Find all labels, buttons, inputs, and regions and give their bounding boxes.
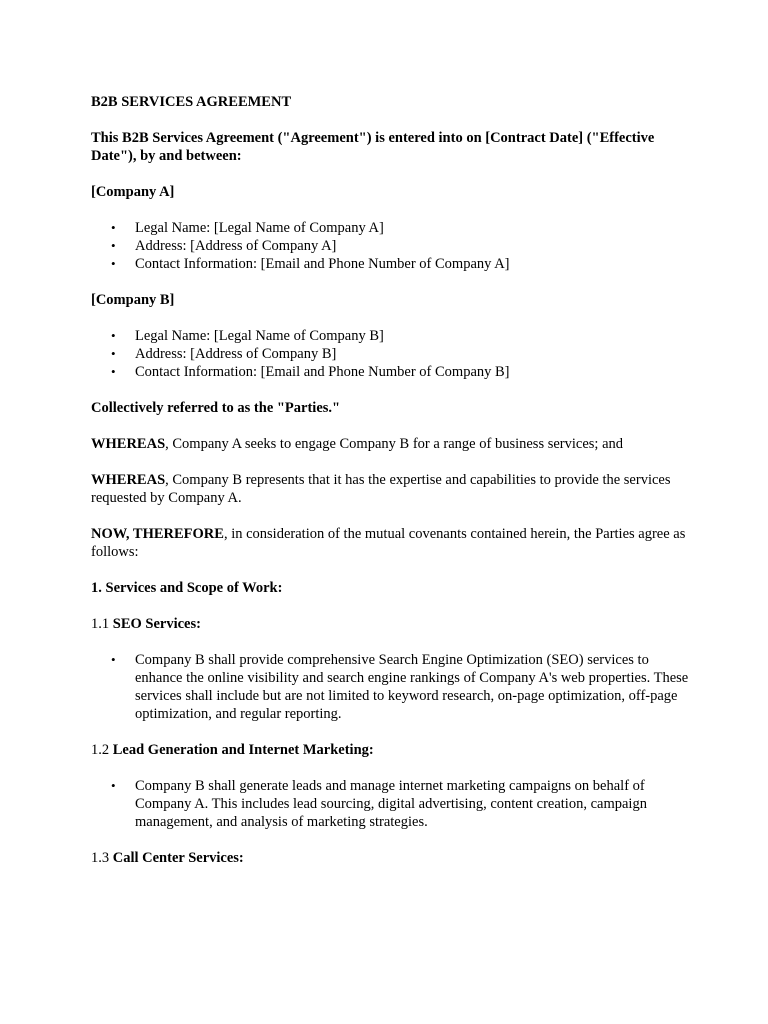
intro-paragraph: This B2B Services Agreement ("Agreement") is entered into on [Contract Date] ("Effective Date"), by and between:: [91, 130, 655, 164]
section-1-2-list: [91, 777, 691, 831]
list-item-text: Contact Information: [Email and Phone Number of Company A]: [135, 256, 510, 272]
company-a-heading: [Company A]: [91, 184, 175, 200]
whereas-text: , Company A seeks to engage Company B for a range of business services; and: [165, 436, 624, 452]
section-1-1-list: [91, 651, 691, 723]
section-number: 1.1: [91, 616, 113, 632]
list-item: [91, 237, 691, 255]
list-item: [91, 255, 691, 273]
whereas-lead: WHEREAS: [91, 472, 166, 488]
list-item-text: Legal Name: [Legal Name of Company A]: [135, 220, 384, 236]
list-item-text: Address: [Address of Company A]: [135, 238, 337, 254]
bullet-icon: •: [111, 364, 116, 379]
section-1-3-heading: [91, 849, 691, 867]
list-item-text: Legal Name: [Legal Name of Company B]: [135, 328, 384, 344]
whereas-lead: WHEREAS: [91, 436, 166, 452]
section-1-2-heading: [91, 741, 691, 759]
list-item: [91, 345, 691, 363]
list-item: [91, 651, 691, 723]
section-number: 1.3: [91, 850, 113, 866]
bullet-icon: •: [111, 238, 116, 253]
list-item-text: Company B shall generate leads and manage internet marketing campaigns on behalf of Company A. This includes lead sourcing, digital advertising, content creation, campaign management, and analysis of marketing strategies.: [135, 778, 647, 830]
bullet-icon: •: [111, 328, 116, 343]
company-b-list: [91, 327, 691, 381]
section-title: Lead Generation and Internet Marketing:: [112, 742, 374, 758]
collectively-statement: Collectively referred to as the "Parties.": [91, 400, 341, 416]
section-title: Call Center Services:: [112, 850, 244, 866]
whereas-paragraph-2: [91, 471, 691, 507]
section-number: 1.2: [91, 742, 113, 758]
list-item-text: Address: [Address of Company B]: [135, 346, 337, 362]
bullet-icon: •: [111, 256, 116, 271]
whereas-text: , Company B represents that it has the expertise and capabilities to provide the services requested by Company A.: [91, 472, 671, 506]
section-title: SEO Services:: [112, 616, 201, 632]
list-item-text: Company B shall provide comprehensive Search Engine Optimization (SEO) services to enhance the online visibility and search engine rankings of Company A's web properties. These services shall include but are not limited to keyword research, on-page optimization, off-page optimization, and regular reporting.: [135, 652, 689, 722]
document-page: [91, 93, 691, 885]
now-therefore-paragraph: [91, 525, 691, 561]
bullet-icon: •: [111, 346, 116, 361]
bullet-icon: •: [111, 652, 116, 667]
list-item: [91, 777, 691, 831]
list-item: [91, 327, 691, 345]
company-b-heading: [Company B]: [91, 292, 175, 308]
document-title: B2B SERVICES AGREEMENT: [91, 94, 292, 110]
section-1-1-heading: [91, 615, 691, 633]
now-therefore-lead: NOW, THEREFORE: [91, 526, 224, 542]
now-therefore-text: , in consideration of the mutual covenants contained herein, the Parties agree as follows:: [91, 526, 686, 560]
list-item: [91, 363, 691, 381]
list-item: [91, 219, 691, 237]
bullet-icon: •: [111, 778, 116, 793]
whereas-paragraph-1: [91, 435, 691, 453]
list-item-text: Contact Information: [Email and Phone Number of Company B]: [135, 364, 510, 380]
company-a-list: [91, 219, 691, 273]
section-1-heading: 1. Services and Scope of Work:: [91, 580, 283, 596]
bullet-icon: •: [111, 220, 116, 235]
